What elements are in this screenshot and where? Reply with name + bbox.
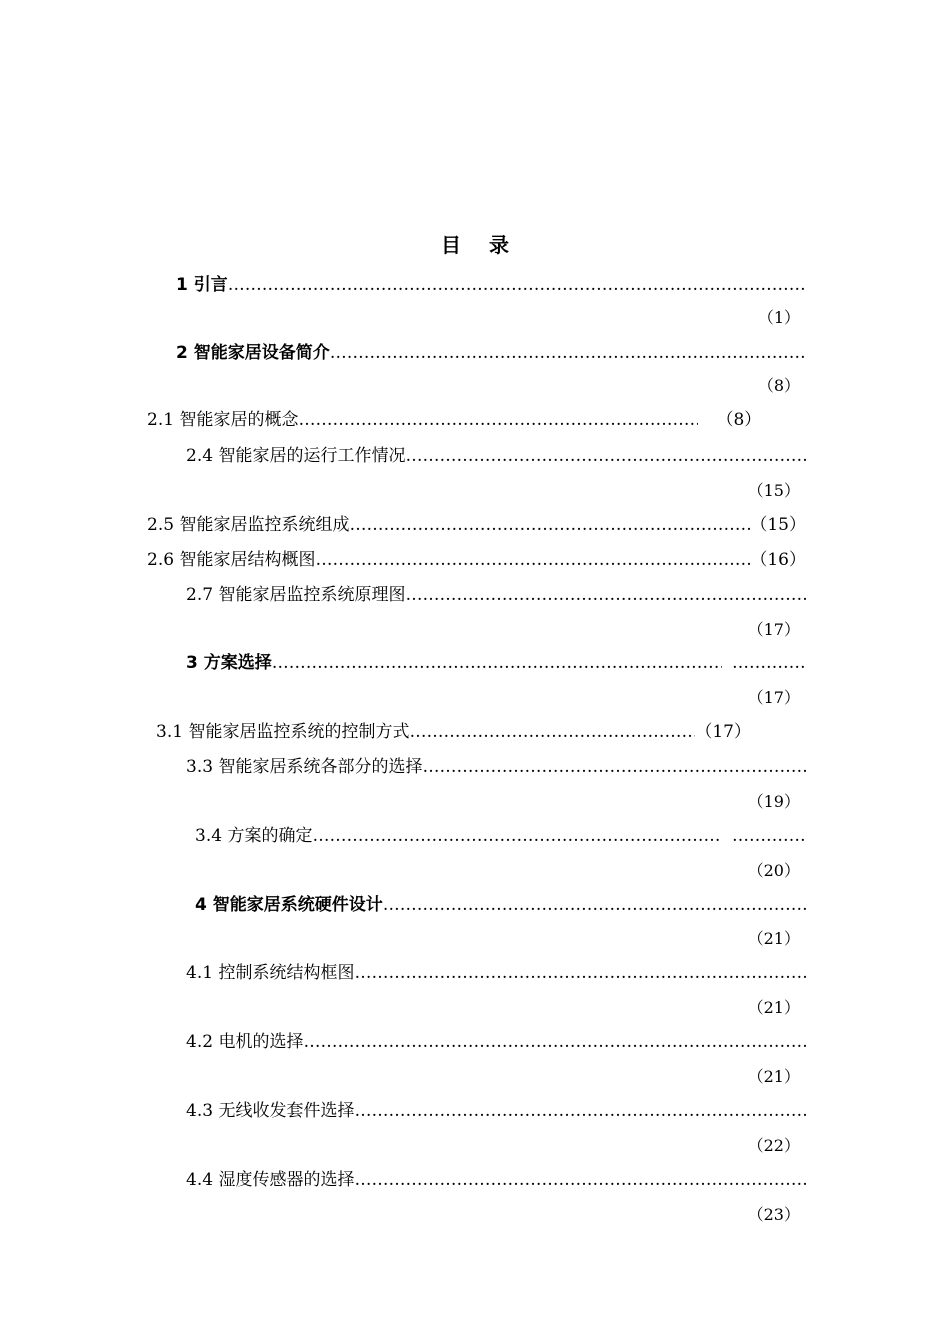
toc-page-number: （21） <box>747 1067 800 1086</box>
toc-entry-label: 1 引言 <box>176 275 228 295</box>
toc-entry-1[interactable] <box>176 273 806 297</box>
page-title <box>0 230 950 260</box>
title-char-1: 目 <box>441 233 461 257</box>
toc-entry-label: 2.5 智能家居监控系统组成 <box>147 515 350 535</box>
toc-page-number: （17） <box>747 620 800 639</box>
toc-entry-4[interactable] <box>195 893 806 917</box>
leader-dots <box>228 273 806 297</box>
toc-entry-label: 4.1 控制系统结构框图 <box>186 963 355 983</box>
toc-entry-2-5[interactable] <box>147 513 806 537</box>
leader-dots <box>354 961 806 985</box>
toc-entry-4-2[interactable] <box>186 1030 806 1054</box>
toc-page-number: （17） <box>695 722 751 742</box>
toc-page-number: （20） <box>747 861 800 880</box>
toc-page-number: （15） <box>747 481 800 500</box>
toc-entry-3-4[interactable] <box>195 824 806 848</box>
title-char-2: 录 <box>489 233 509 257</box>
toc-entry-4-3[interactable] <box>186 1099 806 1123</box>
toc-entry-label: 2 智能家居设备简介 <box>176 343 330 363</box>
toc-page-number: （21） <box>747 929 800 948</box>
leader-dots <box>303 1030 806 1054</box>
leader-dots <box>354 1099 806 1123</box>
leader-dots <box>272 651 722 675</box>
toc-entry-label: 3.1 智能家居监控系统的控制方式 <box>156 722 410 742</box>
toc-page-number: （1） <box>757 308 800 327</box>
toc-entry-label: 3.3 智能家居系统各部分的选择 <box>186 757 423 777</box>
leader-dots <box>330 341 806 365</box>
toc-page-number: （16） <box>750 550 806 570</box>
toc-page-number: （19） <box>747 792 800 811</box>
toc-entry-label: 2.4 智能家居的运行工作情况 <box>186 446 406 466</box>
toc-page-number: （23） <box>747 1205 800 1224</box>
toc-entry-label: 4 智能家居系统硬件设计 <box>195 895 383 915</box>
leader-dots <box>315 548 750 572</box>
toc-page-number: （15） <box>750 515 806 535</box>
toc-entry-2-7[interactable] <box>186 583 806 607</box>
toc-entry-label: 2.7 智能家居监控系统原理图 <box>186 585 406 605</box>
toc-entry-4-1[interactable] <box>186 961 806 985</box>
leader-dots <box>349 513 750 537</box>
toc-page-number: （17） <box>747 688 800 707</box>
leader-dots <box>732 651 806 675</box>
toc-page-number: （8） <box>716 410 762 430</box>
toc-entry-2-1[interactable] <box>147 408 772 432</box>
toc-entry-2-6[interactable] <box>147 548 806 572</box>
leader-dots <box>405 583 806 607</box>
leader-dots <box>405 444 806 468</box>
leader-dots <box>383 893 806 917</box>
toc-entry-label: 4.2 电机的选择 <box>186 1032 304 1052</box>
leader-dots <box>354 1168 806 1192</box>
toc-entry-2-4[interactable] <box>186 444 806 468</box>
leader-dots <box>422 755 806 779</box>
toc-entry-label: 3.4 方案的确定 <box>195 826 313 846</box>
leader-dots <box>312 824 722 848</box>
toc-entry-3-1[interactable] <box>156 720 751 744</box>
toc-entry-3-3[interactable] <box>186 755 806 779</box>
toc-entry-label: 2.6 智能家居结构概图 <box>147 550 316 570</box>
toc-entry-label: 3 方案选择 <box>186 653 272 673</box>
toc-entry-label: 4.3 无线收发套件选择 <box>186 1101 355 1121</box>
leader-dots <box>409 720 695 744</box>
toc-entry-4-4[interactable] <box>186 1168 806 1192</box>
toc-page-number: （21） <box>747 998 800 1017</box>
toc-entry-3[interactable] <box>186 651 806 675</box>
toc-entry-label: 4.4 湿度传感器的选择 <box>186 1170 355 1190</box>
leader-dots <box>298 408 698 432</box>
leader-dots <box>732 824 806 848</box>
toc-page-number: （22） <box>747 1136 800 1155</box>
toc-entry-2[interactable] <box>176 341 806 365</box>
toc-entry-label: 2.1 智能家居的概念 <box>147 410 299 430</box>
toc-page-number: （8） <box>757 376 800 395</box>
